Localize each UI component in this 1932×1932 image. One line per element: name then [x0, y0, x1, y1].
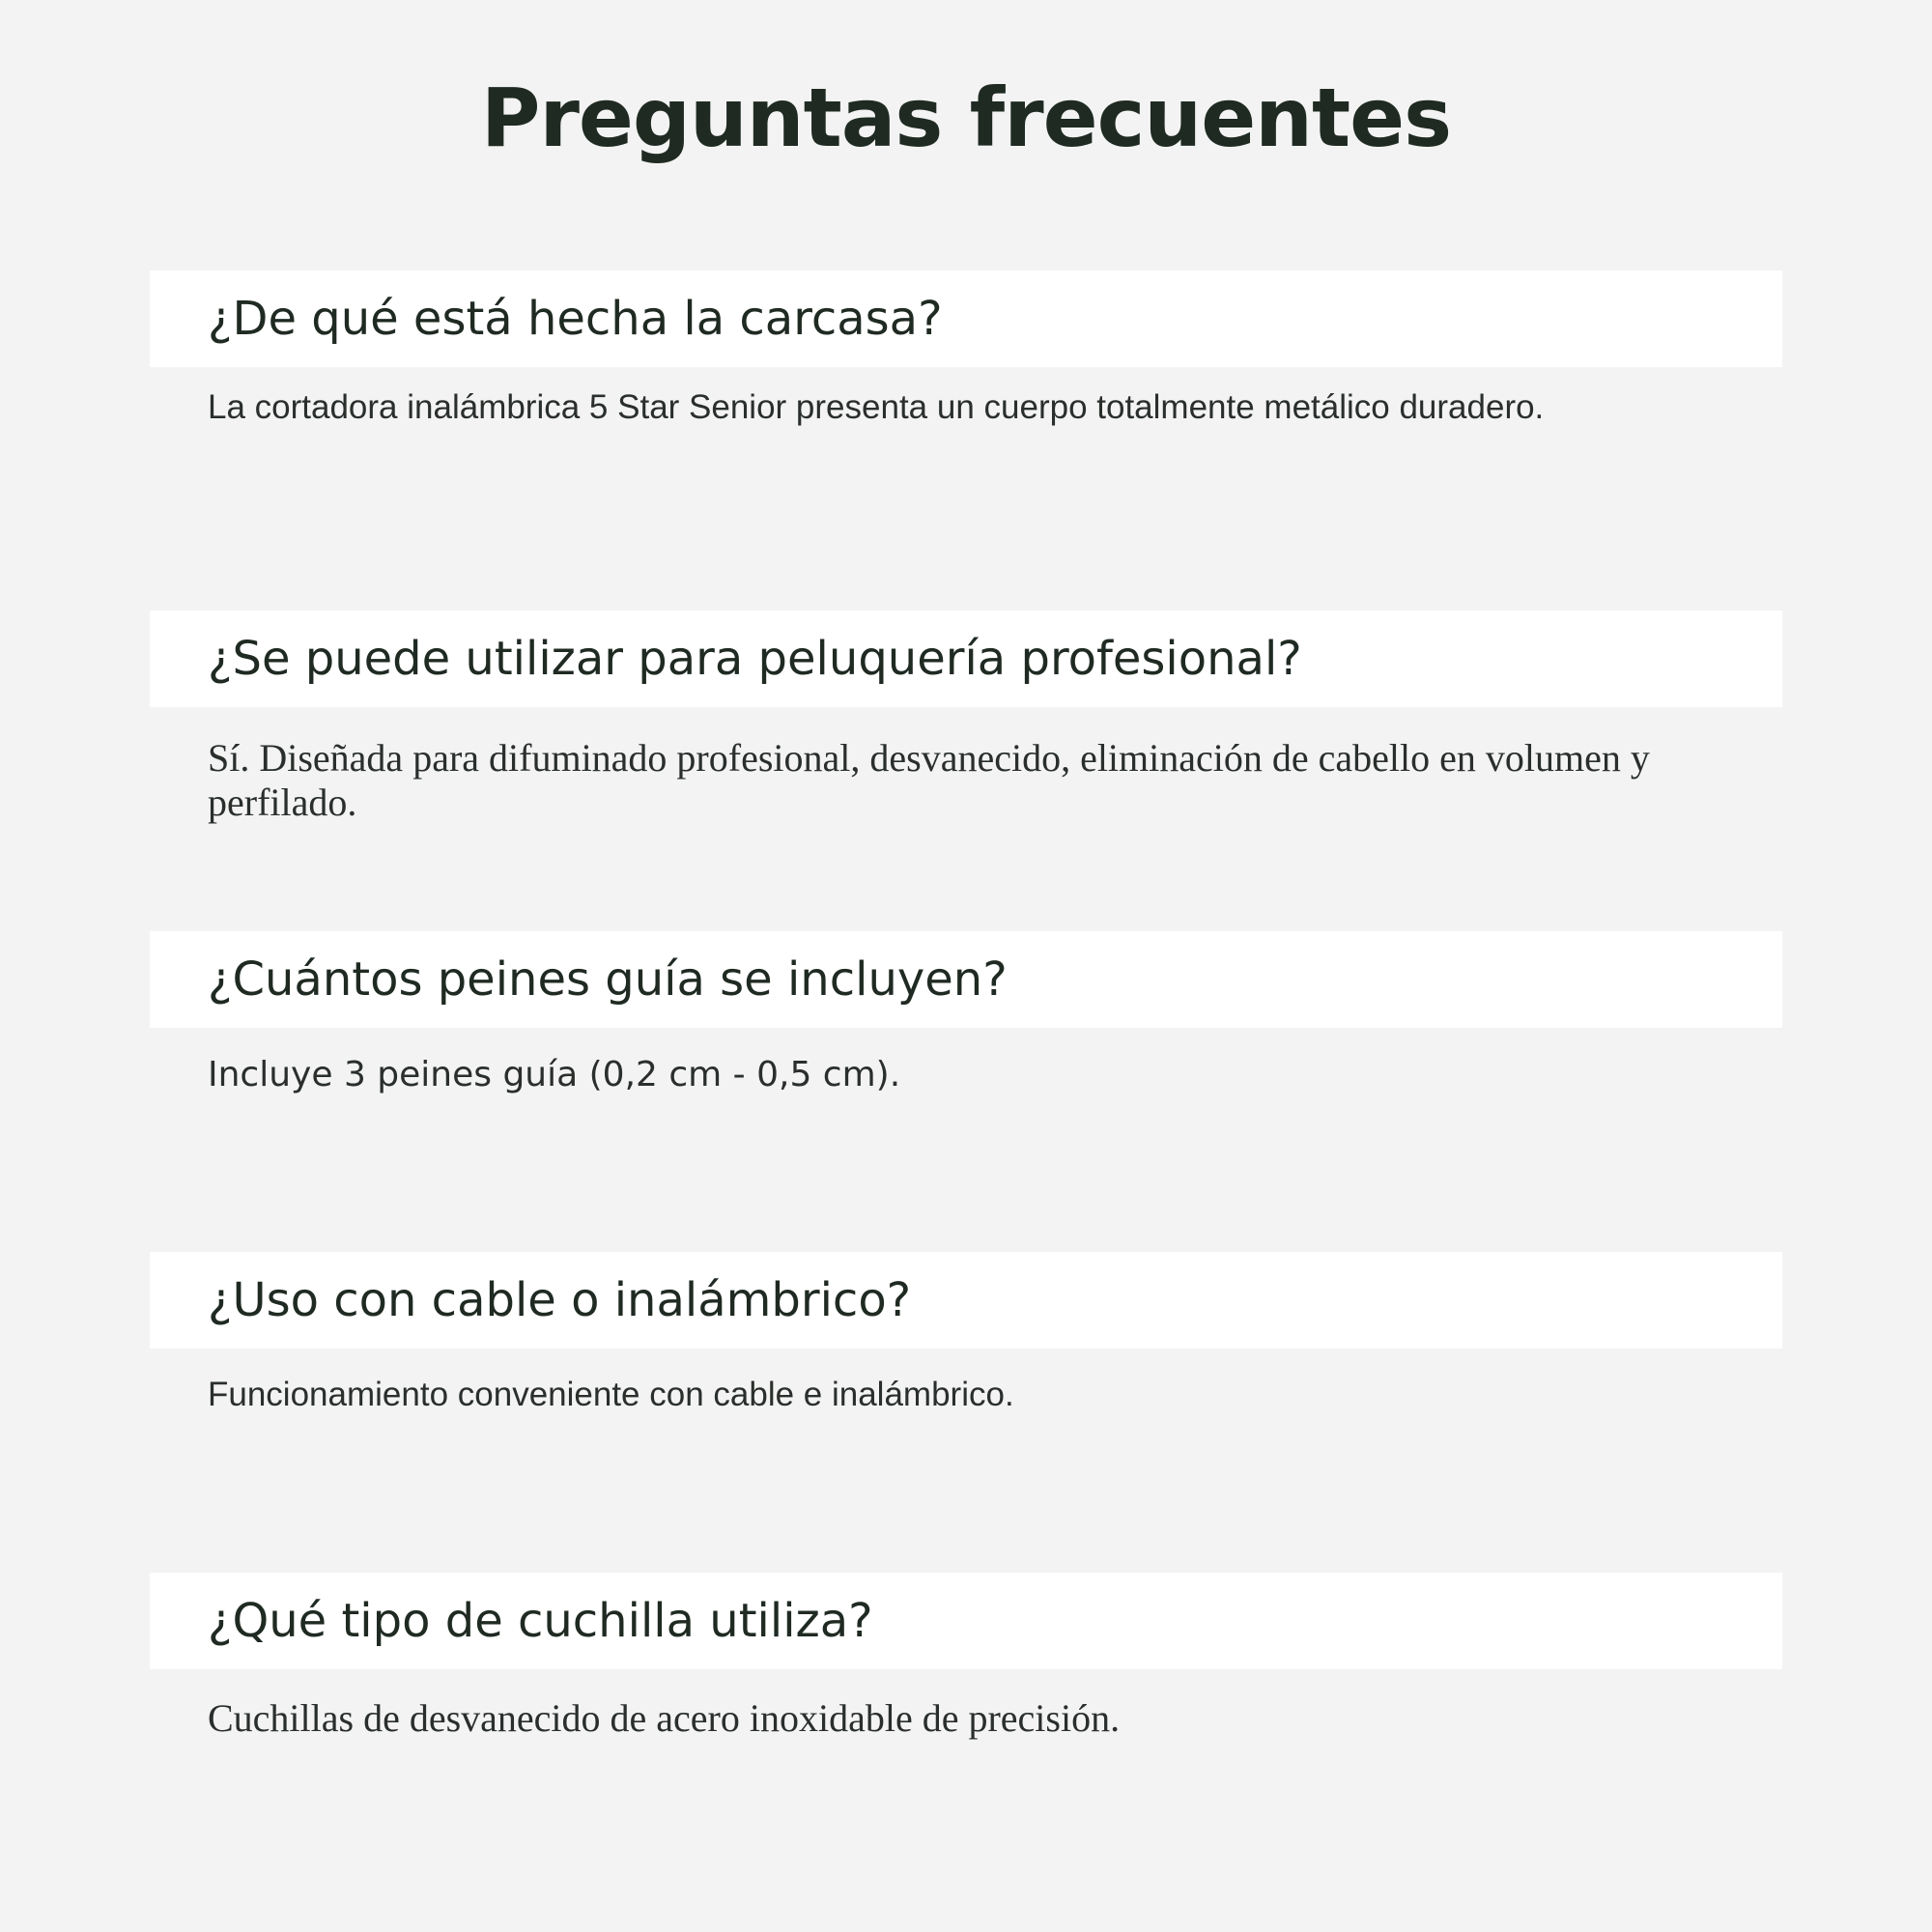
faq-item-blade-type — [150, 1573, 1782, 1741]
faq-answer-text: La cortadora inalámbrica 5 Star Senior presenta un cuerpo totalmente metálico duradero. — [208, 388, 1545, 426]
faq-question-text: ¿Cuántos peines guía se incluyen? — [208, 952, 1008, 1007]
faq-item-cord-cordless — [150, 1252, 1782, 1414]
faq-answer-text: Incluye 3 peines guía (0,2 cm - 0,5 cm). — [208, 1055, 901, 1094]
faq-answer-text: Cuchillas de desvanecido de acero inoxidable de precisión. — [208, 1696, 1121, 1740]
faq-question-text: ¿De qué está hecha la carcasa? — [208, 292, 943, 346]
faq-question-bar[interactable] — [150, 931, 1782, 1028]
faq-item-professional-use — [150, 611, 1782, 825]
faq-item-housing — [150, 270, 1782, 427]
faq-question-bar[interactable] — [150, 1252, 1782, 1349]
faq-answer-text: Funcionamiento conveniente con cable e inalámbrico. — [208, 1376, 1014, 1413]
faq-question-bar[interactable] — [150, 1573, 1782, 1669]
faq-question-bar[interactable] — [150, 611, 1782, 707]
faq-question-text: ¿Uso con cable o inalámbrico? — [208, 1273, 912, 1327]
faq-answer-text: Sí. Diseñada para difuminado profesional, desvanecido, eliminación de cabello en volumen y perfilado. — [208, 736, 1650, 824]
faq-question-text: ¿Se puede utilizar para peluquería profesional? — [208, 632, 1302, 686]
faq-question-bar[interactable] — [150, 270, 1782, 367]
faq-item-guide-combs — [150, 931, 1782, 1094]
faq-question-text: ¿Qué tipo de cuchilla utiliza? — [208, 1594, 873, 1648]
page-title: Preguntas frecuentes — [480, 71, 1452, 165]
